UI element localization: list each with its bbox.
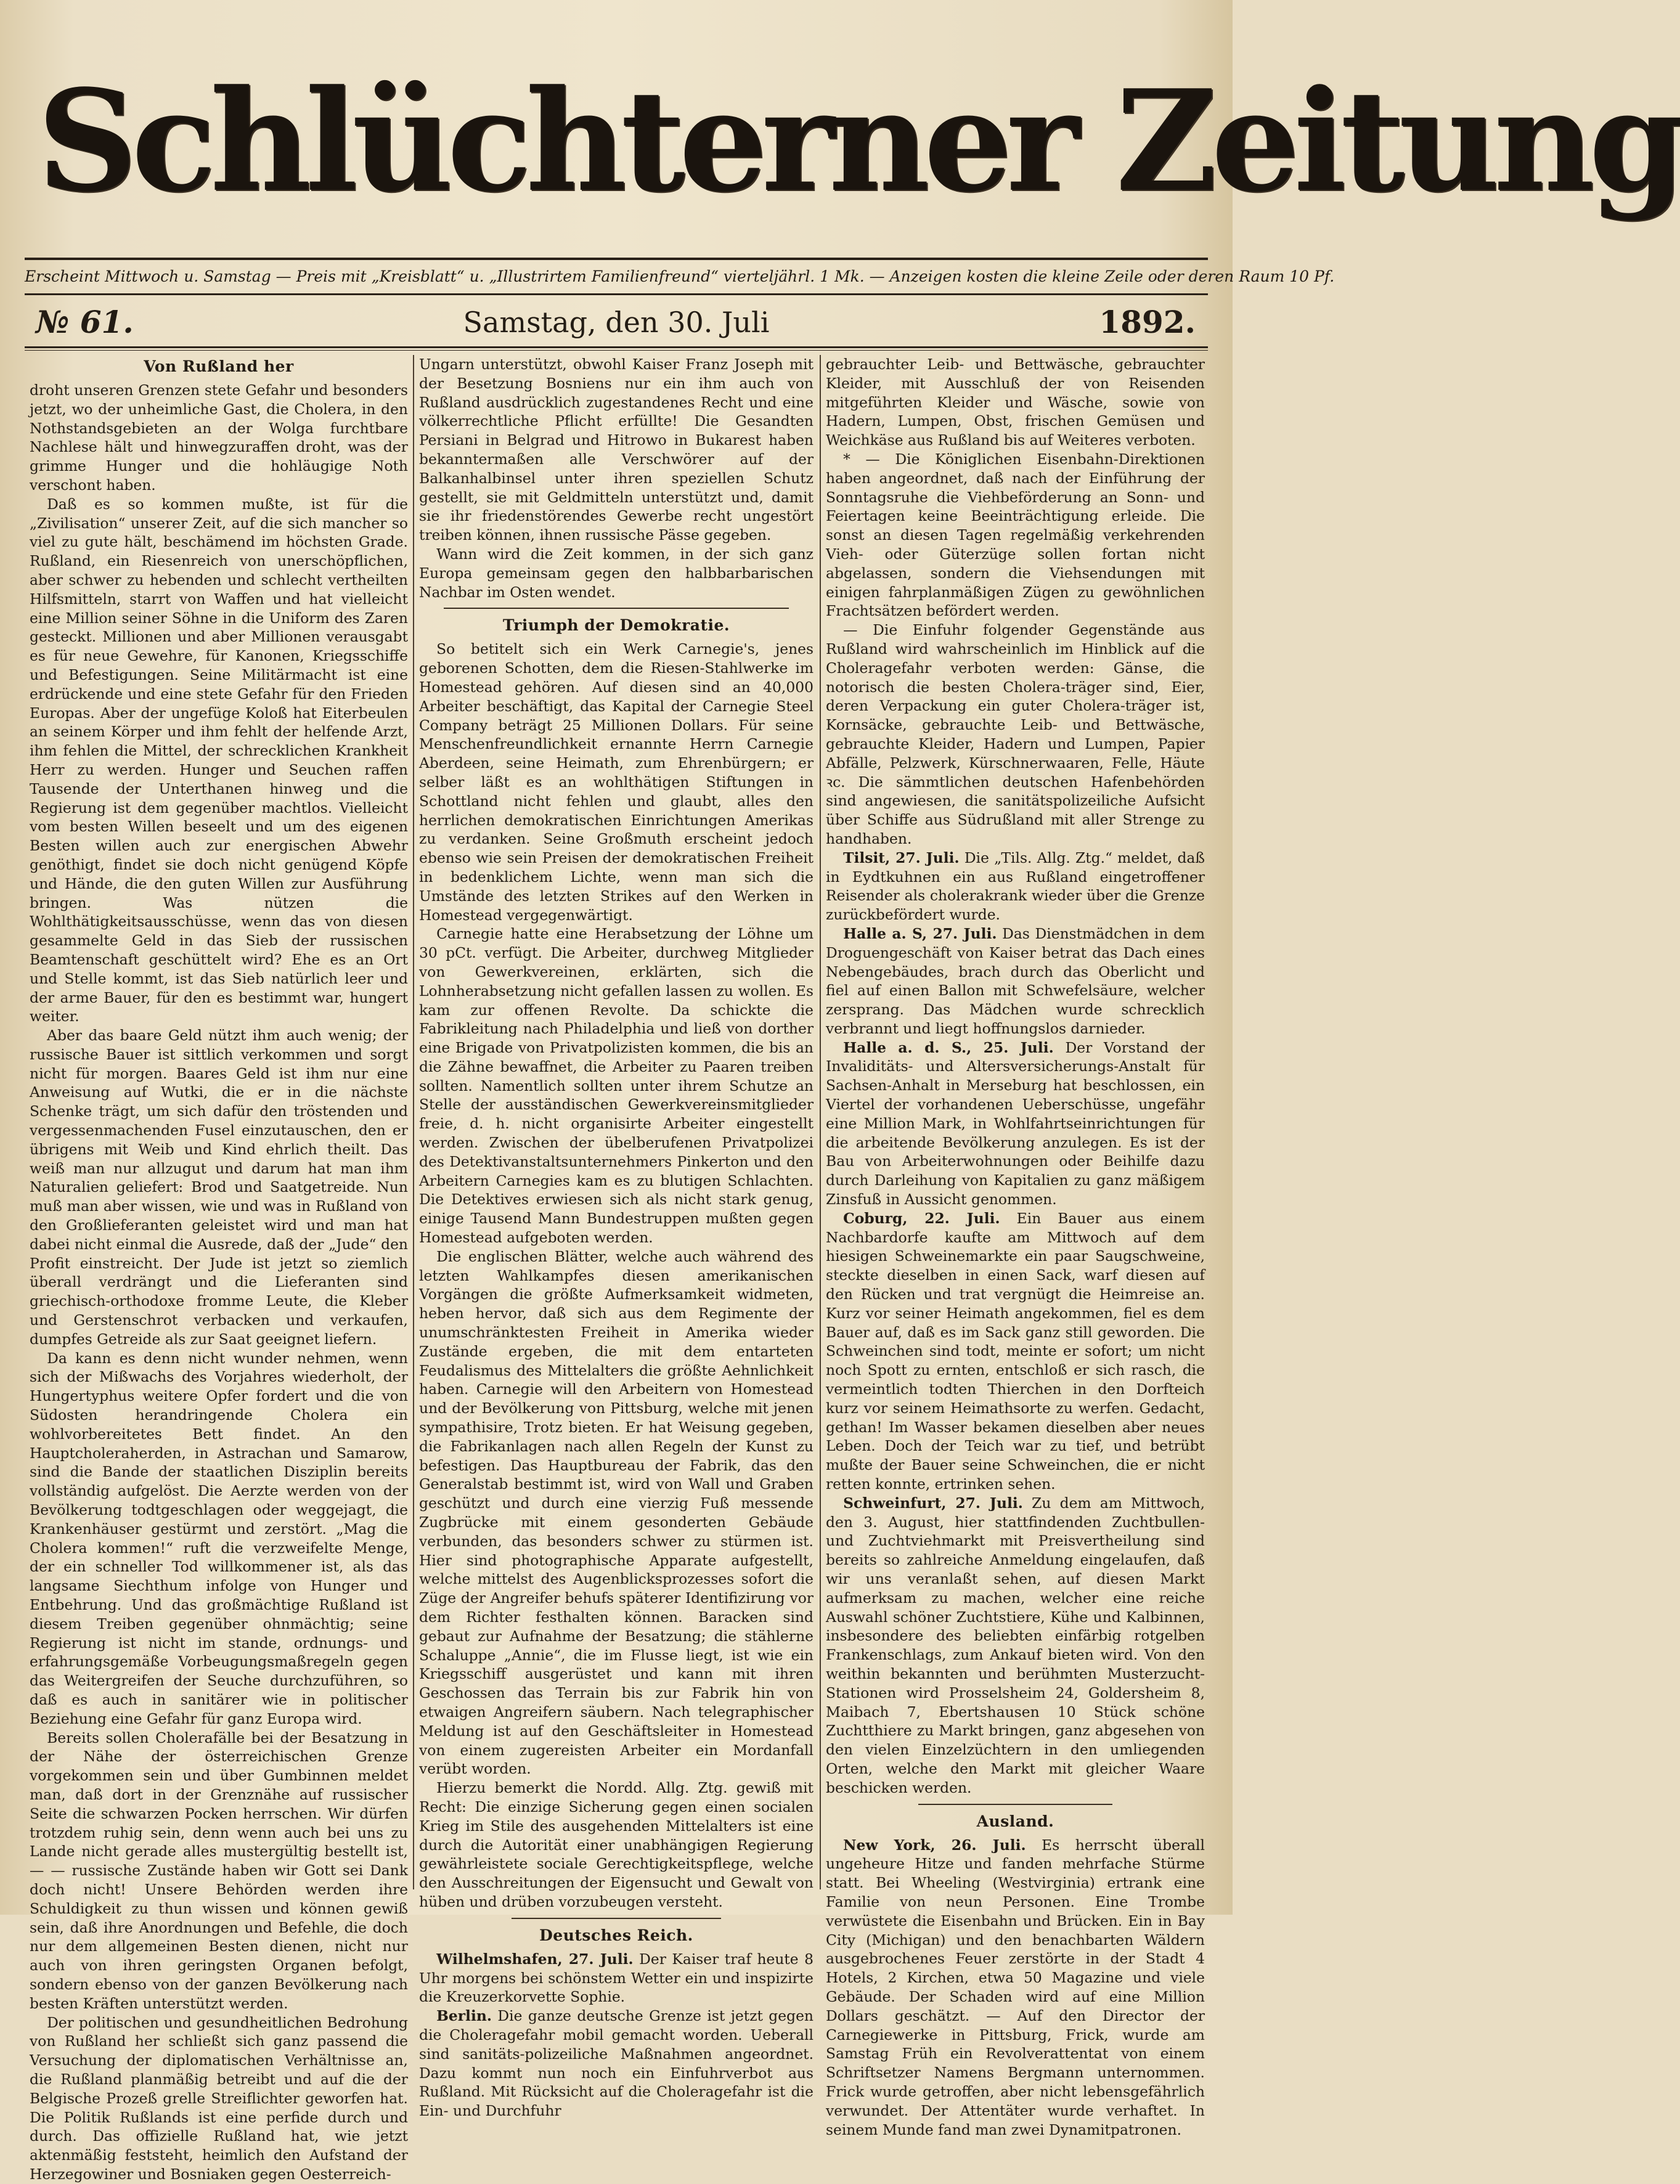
article-paragraph: droht unseren Grenzen stete Gefahr und besonders jetzt, wo der unheimliche Gast, die Cholera, in den Nothstandsgebieten an der Wolga furchtbare Nachlese hält und hinwegzuraffen droht, was der grimme Hunger und die hohläugige Noth verschont haben. [30,381,408,494]
issue-date: Samstag, den 30. Juli [463,306,770,339]
section-heading: Ausland. [976,1812,1054,1830]
article-paragraph: Wann wird die Zeit kommen, in der sich ganz Europa gemeinsam gegen den halbbarbarischen Nachbar im Osten wendet. [419,545,813,601]
news-dateline: Coburg, 22. Juli. [843,1209,1000,1227]
news-text: Ein Bauer aus einem Nachbardorfe kaufte am Mittwoch auf dem hiesigen Schweinemarkte ein paar Saugschweine, steckte dieselben in einen Sack, warf diesen auf den Rücken und trat vergnügt die Heimreise an. Kurz vor seiner Heimath angekommen, fiel es dem Bauer auf, daß es im Sack ganz still geworden. Die Schweinchen sind todt, meinte er sofort; um nicht noch Spott zu ernten, entschloß er sich rasch, die vermeintlich todten Thierchen in den Dorfteich kurz vor seinem Heimathsorte zu werfen. Gedacht, gethan! Im Wasser bekamen dieselben aber neues Leben. Doch der Teich war zu tief, und betrübt mußte der Bauer seine Schweinchen, die er nicht retten konnte, ertrinken sehen. [826,1209,1205,1493]
news-item [826,924,1205,1038]
article-separator [444,608,789,609]
article-heading: Triumph der Demokratie. [502,616,730,635]
news-dateline: New York, 26. Juli. [843,1836,1026,1854]
article-paragraph: Die englischen Blätter, welche auch während des letzten Wahlkampfes diesen amerikanischen Vorgängen die größte Aufmerksamkeit widmeten, heben hervor, daß sich aus dem Regimente der unumschränktesten Freiheit in Amerika wieder Zustände ergeben, die mit dem entarteten Feudalismus des Mittelalters die größte Aehnlichkeit haben. Carnegie will den Arbeitern von Homestead und der Bevölkerung von Pittsburg, welche mit jenen sympathisire, Trotz bieten. Er hat Weisung gegeben, die Fabrikanlagen nach allen Regeln der Kunst zu befestigen. Das Hauptbureau der Fabrik, das den Generalstab bestimmt ist, wird von Wall und Graben geschützt und durch eine vierzig Fuß messende Zugbrücke mit einem gesonderten Gebäude verbunden, das besonders schwer zu stürmen ist. Hier sind photographische Apparate aufgestellt, welche mittelst des Augenblicksprozesses sofort die Züge der Angreifer behufs späterer Identifizirung vor dem Richter festhalten können. Baracken sind gebaut zur Aufnahme der Besatzung; die stählerne Schaluppe „Annie“, die im Flusse liegt, ist wie ein Kriegsschiff ausgerüstet und kann mit ihren Geschossen das Terrain bis zur Fabrik hin von etwaigen Angreifern säubern. Nach telegraphischer Meldung ist auf den Geschäftsleiter in Homestead von einem zugereisten Arbeiter ein Mordanfall verübt worden. [419,1247,813,1778]
dateline-rule-bottom-thin [25,350,1208,351]
column-2 [419,355,814,2120]
news-item [419,1950,813,2007]
masthead-rule-top [25,258,1208,260]
news-dateline: Schweinfurt, 27. Juli. [843,1494,1023,1512]
article-separator [918,1804,1112,1805]
news-item [826,1209,1205,1494]
news-dateline: Halle a. d. S., 25. Juli. [843,1038,1054,1056]
article-paragraph: So betitelt sich ein Werk Carnegie's, jenes geborenen Schotten, dem die Riesen-Stahlwerke im Homestead gehören. Auf diesen sind an 40,000 Arbeiter beschäftigt, das Kapital der Carnegie Steel Company beträgt 25 Millionen Dollars. Für seine Menschenfreundlichkeit ernannte Herrn Carnegie Aberdeen, seine Heimath, zum Ehrenbürgern; er selber läßt es an wohlthätigen Stiftungen in Schottland nicht fehlen und glaubt, alles den herrlichen demokratischen Einrichtungen Amerikas zu verdanken. Seine Großmuth erscheint jedoch ebenso wie sein Preisen der demokratischen Freiheit in bedenklichem Lichte, wenn man sich die Umstände des letzten Strikes auf den Werken in Homestead vergegenwärtigt. [419,640,813,924]
article-separator [512,1918,721,1919]
news-item [826,849,1205,924]
news-text: Es herrscht überall ungeheure Hitze und fanden mehrfache Stürme statt. Bei Wheeling (Westvirginia) ertrank eine Familie von neun Personen. Eine Trombe verwüstete die Eisenbahn und Brücken. Ein in Bay City (Michigan) und den benachbarten Wäldern ausgebrochenes Feuer zerstörte in der Stadt 4 Hotels, 2 Kirchen, etwa 50 Magazine und viele Gebäude. Der Schaden wird auf eine Million Dollars geschätzt. — Auf den Director der Carnegiewerke in Pittsburg, Frick, wurde am Samstag Früh ein Revolverattentat von einem Schriftsetzer Namens Bergmann unternommen. Frick wurde getroffen, aber nicht lebensgefährlich verwundet. Der Attentäter wurde verhaftet. In seinem Munde fand man zwei Dynamitpatronen. [826,1836,1205,2138]
news-item [826,1836,1205,2140]
article-paragraph: * — Die Königlichen Eisenbahn-Direktionen haben angeordnet, daß nach der Einführung der Sonntagsruhe die Viehbeförderung an Sonn- und Feiertagen keine Beeinträchtigung erleide. Die sonst an diesen Tagen regelmäßig verkehrenden Vieh- oder Güterzüge sollen fortan nicht abgelassen, sondern die Viehsendungen mit einigen fahrplanmäßigen Zügen zu gewöhnlichen Frachtsätzen befördert werden. [826,450,1205,620]
subscription-line: Erscheint Mittwoch u. Samstag — Preis mit „Kreisblatt“ u. „Illustrirtem Familienfreund“ vierteljährl. 1 Mk. — Anzeigen kosten die kleine Zeile oder deren Raum 10 Pf. [25,267,1335,285]
dateline-rule-top [25,293,1208,295]
news-dateline: Berlin. [436,2007,492,2025]
issue-year: 1892. [1099,304,1196,340]
news-item [419,2007,813,2121]
news-text: Der Vorstand der Invaliditäts- und Altersversicherungs-Anstalt für Sachsen-Anhalt in Merseburg hat beschlossen, ein Viertel der vorhandenen Ueberschüsse, ungefähr eine Million Mark, in Wohlfahrtseinrichtungen für die arbeitende Bevölkerung anzulegen. Es ist der Bau von Arbeiterwohnungen oder Beihilfe dazu durch Darleihung von Kapitalien zu ganz mäßigem Zinsfuß in Aussicht genommen. [826,1038,1205,1208]
news-dateline: Halle a. S, 27. Juli. [843,924,997,942]
column-divider [413,355,414,1889]
article-paragraph: — Die Einfuhr folgender Gegenstände aus Rußland wird wahrscheinlich im Hinblick auf die Choleragefahr verboten werden: Gänse, die notorisch die besten Cholera-träger sind, Eier, deren Verpackung ein guter Cholera-träger ist, Kornsäcke, gebrauchte Leib- und Bettwäsche, gebrauchte Kleider, Hadern und Lumpen, Papier Abfälle, Pelzwerk, Kürschnerwaaren, Felle, Häute ꝛc. Die sämmtlichen deutschen Hafenbehörden sind angewiesen, die sanitätspolizeiliche Aufsicht über Schiffe aus Südrußland mit aller Strenge zu handhaben. [826,621,1205,847]
article-paragraph: Da kann es denn nicht wunder nehmen, wenn sich der Mißwachs des Vorjahres wiederholt, der Hungertyphus weitere Opfer fordert und die von Südosten herandringende Cholera ein wohlvorbereitetes Bett findet. An den Hauptcholeraherden, in Astrachan und Samarow, sind die Bande der staatlichen Disziplin bereits vollständig aufgelöst. Die Aerzte werden von der Bevölkerung todtgeschlagen oder weggejagt, die Krankenhäuser gestürmt und zerstört. „Mag die Cholera kommen!“ ruft die verzweifelte Menge, der ein schneller Tod willkommener ist, als das langsame Siechthum infolge von Hunger und Entbehrung. Und das großmächtige Rußland ist diesem Treiben gegenüber ohnmächtig; seine Regierung ist nicht im stande, ordnungs- und erfahrungsgemäße Vorbeugungsmaßregeln gegen das Weitergreifen der Seuche durchzuführen, so daß es auch in sanitärer wie in politischer Beziehung eine Gefahr für ganz Europa wird. [30,1349,408,1727]
article-paragraph: gebrauchter Leib- und Bettwäsche, gebrauchter Kleider, mit Ausschluß der von Reisenden mitgeführten Kleider und Wäsche, sowie von Hadern, Lumpen, Obst, frischen Gemüsen und Weichkäse aus Rußland bis auf Weiteres verboten. [826,356,1205,449]
section-heading: Deutsches Reich. [539,1926,693,1944]
news-text: Die „Tils. Allg. Ztg.“ meldet, daß in Eydtkuhnen ein aus Rußland eingetroffener Reisender als cholerakrank wieder über die Grenze zurückbefördert wurde. [826,849,1205,924]
article-paragraph: Der politischen und gesundheitlichen Bedrohung von Rußland her schließt sich ganz passend die Versuchung der diplomatischen Verhältnisse an, die Rußland planmäßig betreibt und auf die der Belgische Prozeß grelle Streiflichter geworfen hat. Die Politik Rußlands ist eine perfide durch und durch. Das offizielle Rußland hat, wie jetzt aktenmäßig feststeht, heimlich den Aufstand der Herzegowiner und Bosniaken gegen Oesterreich- [30,2013,408,2183]
column-3 [826,355,1205,2138]
news-item [826,1494,1205,1798]
news-item [826,1038,1205,1209]
column-divider [820,355,821,1889]
article-heading: Von Rußland her [144,357,294,375]
article-paragraph: Bereits sollen Cholerafälle bei der Besatzung in der Nähe der österreichischen Grenze vorgekommen sein und über Gumbinnen meldet man, daß dort in der Grenznähe auf russischer Seite die schwarzen Pocken herrschen. Wir dürfen trotzdem ruhig sein, denn wenn auch bei uns zu Lande nicht gerade alles mustergültig bestellt ist, — — russische Zustände haben wir Gott sei Dank doch nicht! Unsere Behörden werden ihre Schuldigkeit zu thun wissen und können gewiß sein, daß ihre Anordnungen und Befehle, die doch nur dem allgemeinen Besten dienen, nicht nur auch von ihren geringsten Organen befolgt, sondern ebenso von der ganzen Bevölkerung nach besten Kräften unterstützt werden. [30,1729,408,2012]
issue-number: № 61. [36,304,134,340]
article-paragraph: Aber das baare Geld nützt ihm auch wenig; der russische Bauer ist sittlich verkommen und sorgt nicht für morgen. Baares Geld ist ihm nur eine Anweisung auf Wutki, die er in die nächste Schenke trägt, um sich dafür den tröstenden und vergessenmachenden Fusel einzutauschen, den er übrigens mit Weib und Kind ehrlich theilt. Das weiß man nur allzugut und darum hat man ihm Naturalien geliefert: Brod und Saatgetreide. Nun muß man aber wissen, wie und was in Rußland von den Großlieferanten geleistet wird und man hat dabei nicht einmal die Ausrede, daß der „Jude“ den Profit einstreicht. Der Jude ist jetzt so ziemlich überall verdrängt und die Lieferanten sind griechisch-orthodoxe fromme Leute, die Kleber und Gerstenschrot verbacken und verkaufen, dumpfes Getreide als zur Saat geeignet liefern. [30,1027,408,1348]
news-text: Zu dem am Mittwoch, den 3. August, hier stattfindenden Zuchtbullen- und Zuchtviehmarkt mit Preisvertheilung sind bereits so zahlreiche Anmeldung eingelaufen, daß wir uns veranlaßt sehen, auf diesen Markt aufmerksam zu machen, welcher eine reiche Auswahl schöner Zuchtstiere, Kühe und Kalbinnen, insbesondere des beliebten einfärbig rotgelben Frankenschlags, zum Ankauf bieten wird. Von den weithin bekannten und berühmten Musterzucht-Stationen wird Prosselsheim 24, Goldersheim 8, Maibach 7, Ebertshausen 10 Stück schöne Zuchtthiere zu Markt bringen, ganz abgesehen von den vielen Einzelzüchtern in den umliegenden Orten, welche den Markt mit gleicher Waare beschicken werden. [826,1494,1205,1796]
article-paragraph: Ungarn unterstützt, obwohl Kaiser Franz Joseph mit der Besetzung Bosniens nur ein ihm auch von Rußland ausdrücklich zugestandenes Recht und eine völkerrechtliche Pflicht erfüllte! Die Gesandten Persiani in Belgrad und Hitrowo in Bukarest haben bekanntermaßen alle Verschwörer auf der Balkanhalbinsel unter ihren speziellen Schutz gestellt, sie mit Geldmitteln unterstützt und, damit sie ihr friedenstörendes Gewerbe recht ungestört treiben können, ihnen russische Pässe gegeben. [419,356,813,544]
news-dateline: Wilhelmshafen, 27. Juli. [436,1950,634,1968]
news-text: Die ganze deutsche Grenze ist jetzt gegen die Choleragefahr mobil gemacht worden. Ueberall sind sanitäts-polizeiliche Maßnahmen angeordnet. Dazu kommt nun noch ein Einfuhrverbot aus Rußland. Mit Rücksicht auf die Choleragefahr ist die Ein- und Durchfuhr [419,2007,814,2120]
masthead-title: Schlüchterner Zeitung [37,60,1680,223]
news-dateline: Tilsit, 27. Juli. [843,849,960,866]
article-paragraph: Carnegie hatte eine Herabsetzung der Löhne um 30 pCt. verfügt. Die Arbeiter, durchweg Mitglieder von Gewerkvereinen, erklärten, sich die Lohnherabsetzung nicht gefallen lassen zu wollen. Es kam zur offenen Revolte. Da schickte die Fabrikleitung nach Philadelphia und ließ von dorther eine Brigade von Privatpolizisten kommen, die bis an die Zähne bewaffnet, die Arbeiter zu Paaren treiben sollten. Namentlich sollten unter ihrem Schutze an Stelle der ausständischen Gewerkvereinsmitglieder freie, d. h. nicht organisirte Arbeiter eingestellt werden. Zwischen der übelberufenen Privatpolizei des Detektivanstaltsunternehmers Pinkerton und den Arbeitern Carnegies kam es zu blutigen Schlachten. Die Detektives erwiesen sich als nicht stark genug, einige Tausend Mann Bundestruppen mußten gegen Homestead aufgeboten werden. [419,925,813,1247]
column-1 [30,355,408,2183]
news-text: Das Dienstmädchen in dem Droguengeschäft von Kaiser betrat das Dach eines Nebengebäudes, brach durch das Oberlicht und fiel auf einen Ballon mit Schwefelsäure, welcher zersprang. Das Mädchen wurde schrecklich verbrannt und liegt hoffnungslos darnieder. [826,924,1205,1037]
article-paragraph: Daß es so kommen mußte, ist für die „Zivilisation“ unserer Zeit, auf die sich mancher so viel zu gute hält, beschämend im höchsten Grade. Rußland, ein Riesenreich von unerschöpflichen, aber schwer zu hebenden und schlecht vertheilten Hilfsmitteln, starrt von Waffen und hat vielleicht eine Million seiner Söhne in die Uniform des Zaren gesteckt. Millionen und aber Millionen verausgabt es für neue Gewehre, für Kanonen, Kriegsschiffe und Befestigungen. Seine Militärmacht ist eine erdrückende und eine stete Gefahr für den Frieden Europas. Aber der ungefüge Koloß hat Eiterbeulen an seinem Körper und ihm fehlt der helfende Arzt, ihm fehlen die Mittel, der schrecklichen Krankheit Herr zu werden. Hunger und Seuchen raffen Tausende der Unterthanen hinweg und die Regierung ist dem gegenüber machtlos. Vielleicht vom besten Willen beseelt und um des eigenen Besten willen auch zur energischen Abwehr genöthigt, findet sie doch nicht genügend Köpfe und Hände, die den guten Willen zur Ausführung bringen. Was nützen die Wohlthätigkeitsausschüsse, wenn das von diesen gesammelte Geld in das Sieb der russischen Beamtenschaft geschüttelt wird? Ehe es an Ort und Stelle kommt, ist das Sieb natürlich leer und der arme Bauer, für den es bestimmt war, hungert weiter. [30,495,408,1025]
dateline-rule-bottom [25,346,1208,348]
article-paragraph: Hierzu bemerkt die Nordd. Allg. Ztg. gewiß mit Recht: Die einzige Sicherung gegen einen socialen Krieg im Stile des ausgehenden Mittelalters ist eine durch die Autorität einer unabhängigen Regierung gewährleistete sociale Gerechtigkeitspflege, welche den Ausschreitungen der Eigensucht und Gewalt von hüben und drüben vorzubeugen versteht. [419,1779,813,1910]
news-text: Der Kaiser traf heute 8 Uhr morgens bei schönstem Wetter ein und inspizirte die Kreuzerkorvette Sophie. [419,1950,813,2006]
